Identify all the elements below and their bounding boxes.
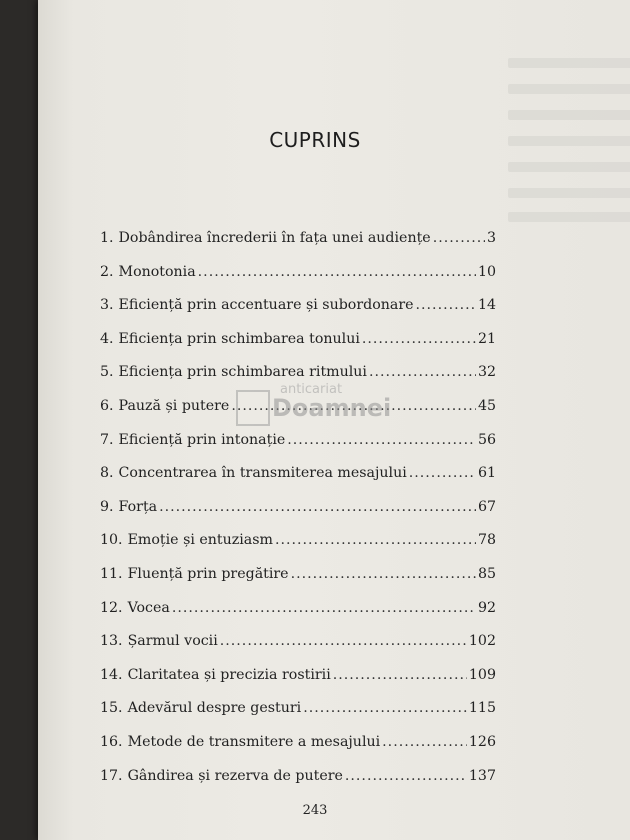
toc-entry-page: 109 bbox=[468, 666, 496, 683]
toc-entry-title: Eficiență prin accentuare și subordonare bbox=[118, 297, 414, 314]
toc-entry bbox=[100, 264, 496, 298]
toc-entry-number: 1. bbox=[100, 230, 114, 246]
toc-dot-leader bbox=[198, 264, 476, 280]
toc-entry-number: 6. bbox=[100, 397, 114, 414]
toc-entry-title: Gândirea și rezerva de putere bbox=[127, 767, 343, 784]
toc-entry-page: 56 bbox=[477, 431, 496, 448]
toc-entry-page: 85 bbox=[477, 565, 496, 582]
bleed-through-line bbox=[508, 84, 630, 94]
toc-entry-title: Emoție și entuziasm bbox=[127, 532, 273, 549]
toc-entry-title: Eficiență prin intonație bbox=[118, 431, 286, 448]
bleed-through-line bbox=[508, 162, 630, 172]
toc-entry bbox=[100, 297, 496, 331]
watermark-name: Doamnei bbox=[272, 394, 392, 422]
toc-dot-leader bbox=[409, 465, 476, 481]
toc-entry-number: 5. bbox=[100, 364, 114, 381]
toc-dot-leader bbox=[416, 297, 476, 313]
toc-entry-page: 92 bbox=[477, 599, 496, 616]
toc-entry-number: 7. bbox=[100, 431, 114, 448]
toc-entry bbox=[100, 465, 496, 499]
toc-entry-title: Dobândirea încrederii în fața unei audiențe bbox=[118, 230, 431, 246]
toc-entry-title: Eficiența prin schimbarea tonului bbox=[118, 330, 360, 347]
toc-entry bbox=[100, 566, 496, 600]
toc-dot-leader bbox=[345, 768, 467, 784]
toc-entry bbox=[100, 768, 496, 802]
toc-entry-number: 8. bbox=[100, 465, 114, 482]
toc-entry bbox=[100, 633, 496, 667]
toc-dot-leader bbox=[362, 331, 476, 347]
toc-entry-number: 3. bbox=[100, 297, 114, 314]
page-number: 243 bbox=[302, 803, 328, 818]
toc-entry-page: 14 bbox=[477, 297, 496, 314]
toc-entry-page: 137 bbox=[468, 767, 496, 784]
bleed-through-line bbox=[508, 188, 630, 198]
toc-entry-number: 9. bbox=[100, 498, 114, 515]
toc-entry-number: 16. bbox=[100, 733, 123, 750]
page-title: CUPRINS bbox=[269, 128, 361, 152]
toc-dot-leader bbox=[303, 700, 467, 716]
toc-entry-number: 11. bbox=[100, 565, 123, 582]
toc-entry-title: Pauză și putere bbox=[118, 397, 230, 414]
toc-entry-number: 17. bbox=[100, 767, 123, 784]
toc-dot-leader bbox=[159, 499, 476, 515]
toc-entry-page: 45 bbox=[477, 397, 496, 414]
toc-entry-page: 32 bbox=[477, 364, 496, 381]
bleed-through-line bbox=[508, 212, 630, 222]
toc-entry-title: Monotonia bbox=[118, 263, 196, 280]
toc-entry-number: 10. bbox=[100, 532, 123, 549]
toc-entry bbox=[100, 432, 496, 466]
toc-entry-title: Concentrarea în transmiterea mesajului bbox=[118, 465, 407, 482]
toc-entry-title: Șarmul vocii bbox=[127, 633, 218, 650]
toc-dot-leader bbox=[369, 364, 476, 380]
toc-dot-leader bbox=[275, 532, 476, 548]
toc-entry-page: 61 bbox=[477, 465, 496, 482]
toc-entry bbox=[100, 532, 496, 566]
toc-dot-leader bbox=[333, 667, 467, 683]
toc-entry-title: Claritatea și precizia rostirii bbox=[127, 666, 331, 683]
bleed-through-line bbox=[508, 110, 630, 120]
toc-dot-leader bbox=[291, 566, 476, 582]
bleed-through-line bbox=[508, 58, 630, 68]
toc-entry-number: 12. bbox=[100, 599, 123, 616]
toc-entry bbox=[100, 331, 496, 365]
toc-entry-title: Vocea bbox=[127, 599, 170, 616]
toc-dot-leader bbox=[172, 600, 476, 616]
toc-entry-title: Metode de transmitere a mesajului bbox=[127, 733, 381, 750]
toc-entry-title: Adevărul despre gesturi bbox=[127, 700, 302, 717]
toc-entry-page: 126 bbox=[468, 733, 496, 750]
toc-dot-leader bbox=[287, 432, 476, 448]
watermark-caption: anticariat bbox=[280, 382, 343, 397]
table-of-contents bbox=[100, 230, 496, 801]
toc-entry-page: 21 bbox=[477, 330, 496, 347]
toc-entry-page: 102 bbox=[468, 633, 496, 650]
toc-entry-page: 10 bbox=[477, 263, 496, 280]
toc-entry-page: 67 bbox=[477, 498, 496, 515]
toc-entry-title: Fluență prin pregătire bbox=[127, 565, 289, 582]
toc-entry-title: Forța bbox=[118, 498, 158, 515]
toc-entry-page: 3 bbox=[486, 230, 496, 246]
toc-dot-leader bbox=[220, 633, 467, 649]
toc-entry bbox=[100, 499, 496, 533]
toc-entry bbox=[100, 734, 496, 768]
toc-entry-number: 2. bbox=[100, 263, 114, 280]
toc-entry bbox=[100, 230, 496, 264]
toc-entry-number: 15. bbox=[100, 700, 123, 717]
watermark-logo bbox=[236, 382, 406, 432]
watermark-frame bbox=[236, 390, 270, 426]
toc-entry-page: 78 bbox=[477, 532, 496, 549]
toc-entry-number: 13. bbox=[100, 633, 123, 650]
toc-entry bbox=[100, 600, 496, 634]
toc-entry bbox=[100, 667, 496, 701]
toc-dot-leader bbox=[433, 230, 485, 246]
toc-entry-number: 4. bbox=[100, 330, 114, 347]
toc-dot-leader bbox=[382, 734, 467, 750]
toc-entry-title: Eficiența prin schimbarea ritmului bbox=[118, 364, 367, 381]
toc-entry-page: 115 bbox=[468, 700, 496, 717]
toc-entry-number: 14. bbox=[100, 666, 123, 683]
toc-entry bbox=[100, 700, 496, 734]
